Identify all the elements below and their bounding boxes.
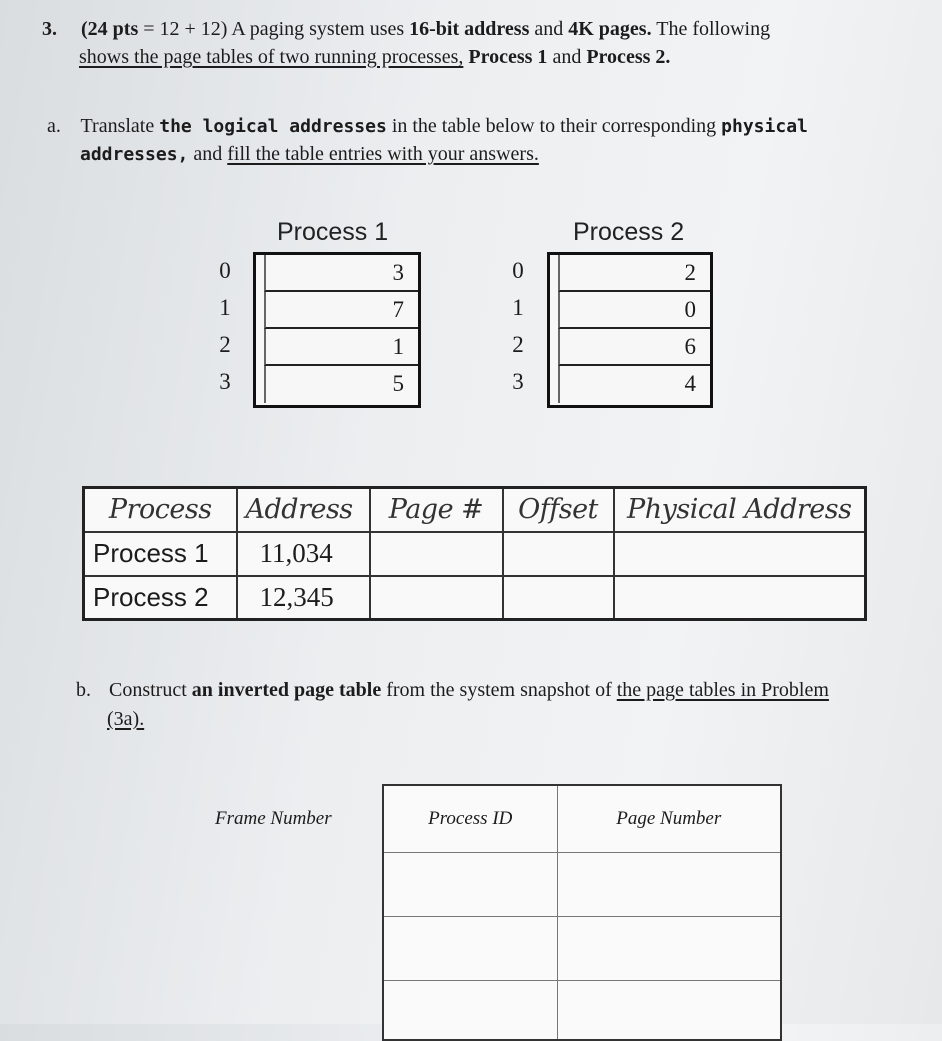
physical-address-answer-cell[interactable] <box>614 532 866 576</box>
process-1-page-table <box>253 252 421 408</box>
question-number: 3. <box>42 18 57 40</box>
header-process-id: Process ID <box>383 785 557 852</box>
process-1-title: Process 1 <box>277 218 389 246</box>
header-page-number: Page Number <box>557 785 781 852</box>
part-b-label: b. <box>76 679 91 701</box>
header-offset: Offset <box>503 488 614 532</box>
table-row <box>383 852 781 916</box>
offset-answer-cell[interactable] <box>503 532 614 576</box>
process-2-page-table <box>547 252 713 408</box>
page-table-entry: 5 <box>264 366 418 403</box>
row-address: 12,345 <box>237 576 370 620</box>
part-b-line-2: (3a). <box>107 708 145 730</box>
process-1-indices: 0 1 2 3 <box>219 258 231 394</box>
question-line-1: 3. (24 pts = 12 + 12) A paging system uses 16-bit address and 4K pages. The following <box>42 18 771 40</box>
page-table-entry: 6 <box>558 329 710 366</box>
page-number-answer-cell[interactable] <box>370 576 503 620</box>
page-table-entry: 4 <box>558 366 710 403</box>
page-table-entry: 3 <box>264 255 418 292</box>
header-process: Process <box>84 488 237 532</box>
header-physical-address: Physical Address <box>614 488 866 532</box>
frame-number-label: Frame Number <box>215 808 332 829</box>
page-number-answer-cell[interactable] <box>557 852 781 916</box>
part-b-line-1: b. Construct an inverted page table from the system snapshot of the page tables in Problem <box>76 679 829 701</box>
offset-answer-cell[interactable] <box>503 576 614 620</box>
table-row <box>84 532 866 576</box>
table-header-row <box>84 488 866 532</box>
process-id-answer-cell[interactable] <box>383 852 557 916</box>
page-table-entry: 0 <box>558 292 710 329</box>
address-translation-table <box>82 486 867 621</box>
page-table-entry: 1 <box>264 329 418 366</box>
process-id-answer-cell[interactable] <box>383 980 557 1040</box>
page-table-entry: 2 <box>558 255 710 292</box>
part-a-line-2: addresses, and fill the table entries with your answers. <box>80 143 539 165</box>
page-number-answer-cell[interactable] <box>557 980 781 1040</box>
table-header-row <box>383 785 781 852</box>
page-table-entry: 7 <box>264 292 418 329</box>
physical-address-answer-cell[interactable] <box>614 576 866 620</box>
part-a-line-1: a. Translate the logical addresses in the table below to their corresponding physical <box>47 115 808 137</box>
process-2-title: Process 2 <box>573 218 685 246</box>
header-page-number: Page # <box>370 488 503 532</box>
row-address: 11,034 <box>237 532 370 576</box>
process-2-indices: 0 1 2 3 <box>512 258 524 394</box>
page-number-answer-cell[interactable] <box>557 916 781 980</box>
inverted-page-table <box>382 784 782 1041</box>
table-row <box>383 916 781 980</box>
part-a-label: a. <box>47 115 61 137</box>
process-id-answer-cell[interactable] <box>383 916 557 980</box>
header-address: Address <box>237 488 370 532</box>
question-line-2: shows the page tables of two running processes, Process 1 and Process 2. <box>79 46 671 68</box>
row-process: Process 1 <box>84 532 237 576</box>
table-row <box>383 980 781 1040</box>
row-process: Process 2 <box>84 576 237 620</box>
table-row <box>84 576 866 620</box>
page-number-answer-cell[interactable] <box>370 532 503 576</box>
